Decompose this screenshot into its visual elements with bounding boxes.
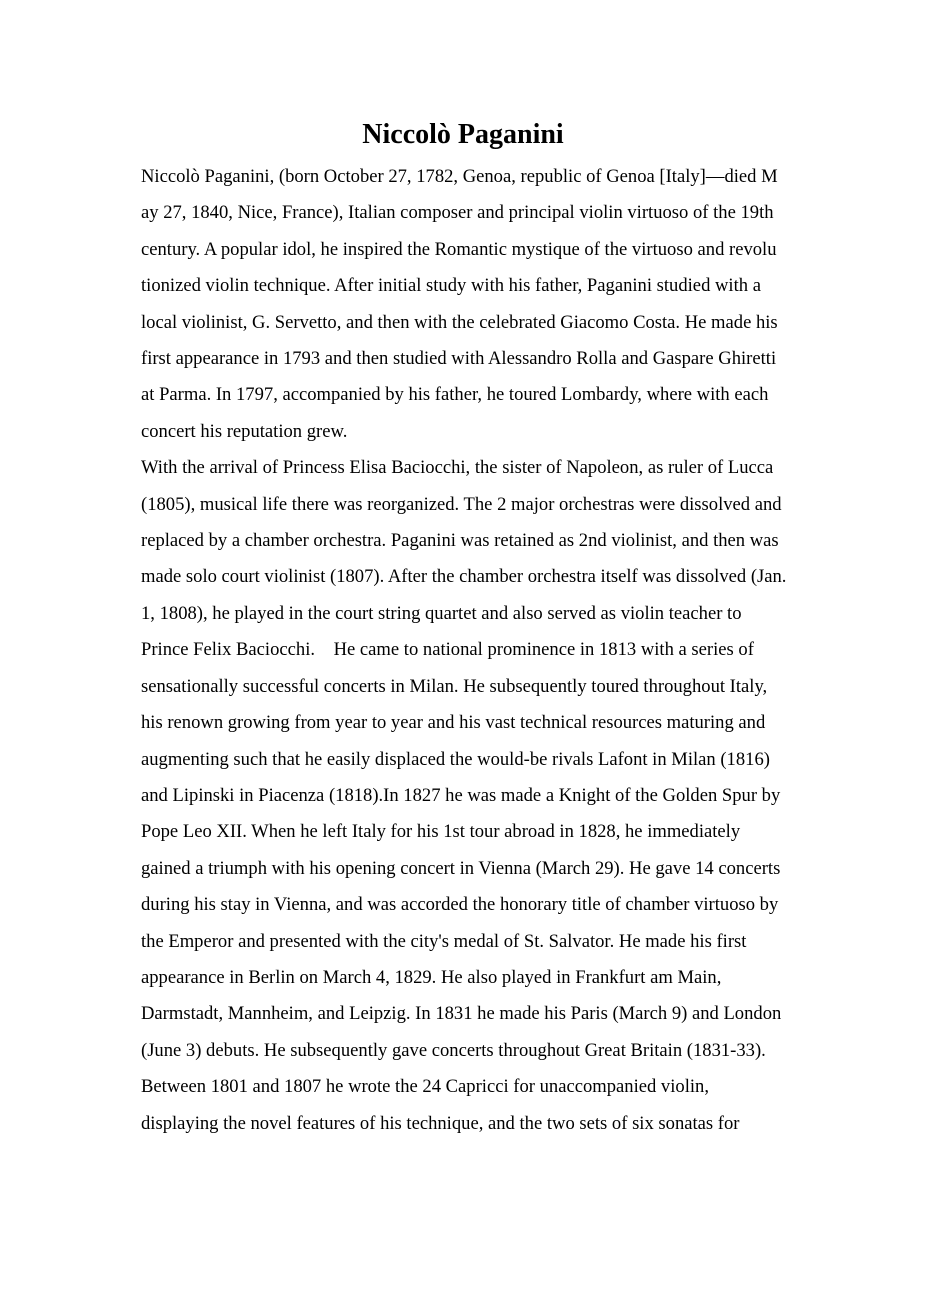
text-line: first appearance in 1793 and then studied with Alessandro Rolla and Gaspare Ghiretti [141, 348, 777, 370]
text-line: sensationally successful concerts in Milan. He subsequently toured throughout Italy, [141, 675, 768, 697]
text-line: replaced by a chamber orchestra. Paganini was retained as 2nd violinist, and then was [141, 530, 779, 552]
text-line: local violinist, G. Servetto, and then with the celebrated Giacomo Costa. He made his [141, 311, 778, 333]
text-line: Prince Felix Baciocchi. He came to national prominence in 1813 with a series of [141, 639, 754, 661]
text-line: appearance in Berlin on March 4, 1829. He also played in Frankfurt am Main, [141, 966, 722, 988]
text-line: at Parma. In 1797, accompanied by his father, he toured Lombardy, where with each [141, 384, 769, 406]
text-line: century. A popular idol, he inspired the Romantic mystique of the virtuoso and revolu [141, 238, 777, 260]
document-body [141, 159, 811, 1142]
text-line: made solo court violinist (1807). After the chamber orchestra itself was dissolved (Jan. [141, 566, 787, 588]
document-title: Niccolò Paganini [362, 119, 564, 150]
paragraph-2 [141, 450, 811, 1142]
text-line: and Lipinski in Piacenza (1818).In 1827 he was made a Knight of the Golden Spur by [141, 784, 781, 806]
text-line: augmenting such that he easily displaced the would-be rivals Lafont in Milan (1816) [141, 748, 770, 770]
text-line: his renown growing from year to year and his vast technical resources maturing and [141, 712, 766, 734]
text-line: 1, 1808), he played in the court string quartet and also served as violin teacher to [141, 602, 742, 624]
text-line: Between 1801 and 1807 he wrote the 24 Capricci for unaccompanied violin, [141, 1076, 709, 1098]
text-line: With the arrival of Princess Elisa Baciocchi, the sister of Napoleon, as ruler of Lucca [141, 457, 774, 479]
text-line: Pope Leo XII. When he left Italy for his 1st tour abroad in 1828, he immediately [141, 821, 741, 843]
text-line: concert his reputation grew. [141, 420, 348, 442]
text-line: during his stay in Vienna, and was accorded the honorary title of chamber virtuoso by [141, 894, 779, 916]
text-line: the Emperor and presented with the city's medal of St. Salvator. He made his first [141, 930, 747, 952]
text-line: tionized violin technique. After initial study with his father, Paganini studied with a [141, 275, 761, 297]
text-line: Niccolò Paganini, (born October 27, 1782, Genoa, republic of Genoa [Italy]—died M [141, 166, 778, 187]
text-line: (1805), musical life there was reorganized. The 2 major orchestras were dissolved and [141, 493, 782, 515]
text-line: Darmstadt, Mannheim, and Leipzig. In 1831 he made his Paris (March 9) and London [141, 1003, 782, 1025]
text-line: gained a triumph with his opening concert in Vienna (March 29). He gave 14 concerts [141, 857, 781, 879]
text-line: displaying the novel features of his technique, and the two sets of six sonatas for [141, 1112, 740, 1134]
paragraph-1 [141, 159, 811, 450]
text-line: ay 27, 1840, Nice, France), Italian composer and principal violin virtuoso of the 19th [141, 202, 774, 224]
text-line: (June 3) debuts. He subsequently gave concerts throughout Great Britain (1831-33). [141, 1039, 766, 1061]
